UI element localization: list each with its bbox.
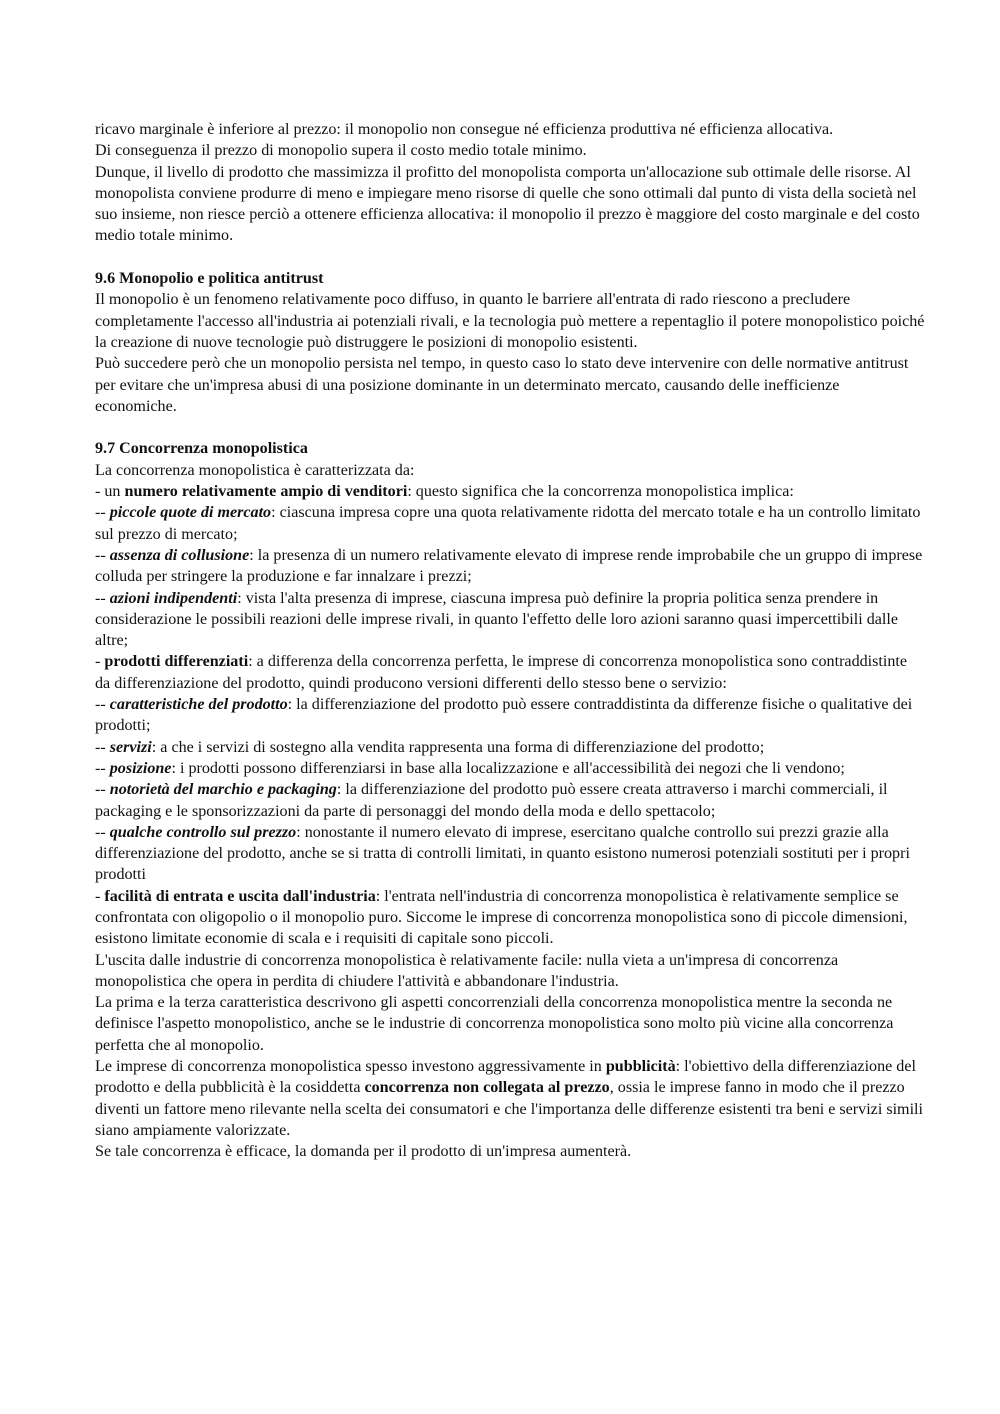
list-item-term: qualche controllo sul prezzo bbox=[109, 823, 297, 841]
list-item-text: : l'entrata nell'industria di concorrenza monopolistica è relativamente semplice se confrontata con oligopolio o il monopolio puro. Siccome le imprese di concorrenza monopolistica sono di piccole dimensioni, esistono limitate economie di scala e i requisiti di capitale sono piccoli. bbox=[95, 887, 908, 948]
list-item-term: numero relativamente ampio di venditori bbox=[124, 483, 408, 501]
section-heading: 9.7 Concorrenza monopolistica bbox=[95, 440, 308, 458]
list-item-prefix: - bbox=[95, 653, 105, 671]
section-heading: 9.6 Monopolio e politica antitrust bbox=[95, 270, 324, 288]
list-item bbox=[95, 651, 925, 694]
list-item-term: azioni indipendenti bbox=[109, 589, 238, 607]
paragraph: La concorrenza monopolistica è caratterizzata da: bbox=[95, 461, 415, 479]
list-item-text: : la presenza di un numero relativamente elevato di imprese rende improbabile che un gruppo di imprese colluda per stringere la produzione e far innalzare i prezzi; bbox=[95, 546, 923, 586]
list-item-text: : a differenza della concorrenza perfetta, le imprese di concorrenza monopolistica sono contraddistinte da differenziazione del prodotto, quindi producono versioni differenti dello stesso bene o servizio: bbox=[95, 653, 908, 692]
section-9-6 bbox=[95, 268, 925, 417]
document-page bbox=[95, 119, 925, 1163]
paragraph: ricavo marginale è inferiore al prezzo: il monopolio non consegue né efficienza produttiva né efficienza allocativa. bbox=[95, 121, 834, 138]
paragraph: L'uscita dalle industrie di concorrenza monopolistica è relativamente facile: nulla vieta a un'impresa di concorrenza monopolistica che opera in perdita di chiudere l'attività e abbandonare l'industria. bbox=[95, 951, 839, 990]
list-item-text: : la differenziazione del prodotto può essere creata attraverso i marchi commerciali, il packaging e le sponsorizzazioni da parte di personaggi del mondo della moda e dello spettacolo; bbox=[95, 781, 888, 820]
paragraph: Il monopolio è un fenomeno relativamente poco diffuso, in quanto le barriere all'entrata di rado riescono a precludere completamente l'accesso all'industria ai potenziali rivali, e la tecnologia può mettere a repentaglio il potere monopolistico poiché la creazione di nuove tecnologie può distruggere le posizioni di monopolio esistenti. bbox=[95, 291, 925, 351]
list-item-term: facilità di entrata e uscita dall'industria bbox=[104, 887, 376, 905]
list-item bbox=[95, 502, 925, 545]
list-item-prefix: -- bbox=[95, 781, 110, 799]
list-item-term: notorietà del marchio e packaging bbox=[109, 781, 337, 799]
paragraph: Dunque, il livello di prodotto che massimizza il profitto del monopolista comporta un'allocazione sub ottimale delle risorse. Al monopolista conviene produrre di meno e impiegare meno risorse di quelle che sono ottimali dal punto di vista della società nel suo insieme, non riesce perciò a ottenere efficienza allocativa: il monopolio il prezzo è maggiore del costo marginale e del costo medio totale minimo. bbox=[95, 163, 920, 245]
list-item-prefix: - bbox=[95, 887, 105, 905]
list-item bbox=[95, 694, 925, 737]
list-item bbox=[95, 545, 925, 588]
list-item bbox=[95, 737, 925, 758]
paragraph: Di conseguenza il prezzo di monopolio supera il costo medio totale minimo. bbox=[95, 142, 587, 160]
bold-term: concorrenza non collegata al prezzo bbox=[364, 1079, 610, 1097]
list-item-term: posizione bbox=[109, 759, 172, 777]
list-item-prefix: -- bbox=[95, 823, 110, 841]
list-item-text: : vista l'alta presenza di imprese, ciascuna impresa può definire la propria politica senza prendere in considerazione le possibili reazioni delle imprese rivali, in quanto l'effetto delle loro azioni saranno quasi impercettibili dalle altre; bbox=[95, 589, 899, 650]
list-item bbox=[95, 588, 925, 652]
list-item-prefix: -- bbox=[95, 696, 110, 714]
text-run: : l'obiettivo della differenziazione del prodotto e della pubblicità è la cosiddetta bbox=[95, 1058, 916, 1097]
characteristics-list bbox=[95, 481, 925, 950]
list-item-text: : ciascuna impresa copre una quota relativamente ridotta del mercato totale e ha un controllo limitato sul prezzo di mercato; bbox=[95, 504, 921, 543]
list-item-term: caratteristiche del prodotto bbox=[109, 696, 288, 714]
list-item-text: : i prodotti possono differenziarsi in base alla localizzazione e all'accessibilità dei negozi che li vendono; bbox=[171, 759, 845, 777]
paragraph: Può succedere però che un monopolio persista nel tempo, in questo caso lo stato deve intervenire con delle normative antitrust per evitare che un'impresa abusi di una posizione dominante in un determinato mercato, causando delle inefficienze economiche. bbox=[95, 355, 909, 415]
list-item-text: : la differenziazione del prodotto può essere contraddistinta da differenze fisiche o qualitative dei prodotti; bbox=[95, 696, 913, 735]
list-item-term: servizi bbox=[109, 738, 152, 756]
section-9-7 bbox=[95, 438, 925, 1162]
list-item-term: assenza di collusione bbox=[109, 546, 250, 564]
list-item bbox=[95, 886, 925, 950]
text-run: , ossia le imprese fanno in modo che il prezzo diventi un fattore meno rilevante nella scelta dei consumatori e che l'importanza delle differenze esistenti tra beni e servizi simili siano ampiamente valorizzate. bbox=[95, 1079, 923, 1139]
list-item-prefix: - un bbox=[95, 483, 125, 501]
list-item-text: : a che i servizi di sostegno alla vendita rappresenta una forma di differenziazione del prodotto; bbox=[151, 738, 765, 756]
list-item-term: piccole quote di mercato bbox=[109, 504, 272, 522]
paragraph bbox=[95, 1056, 925, 1141]
list-item-text: : questo significa che la concorrenza monopolistica implica: bbox=[407, 483, 794, 501]
list-item-prefix: -- bbox=[95, 589, 110, 607]
list-item-term: prodotti differenziati bbox=[104, 653, 249, 671]
paragraph: Se tale concorrenza è efficace, la domanda per il prodotto di un'impresa aumenterà. bbox=[95, 1143, 632, 1161]
list-item bbox=[95, 822, 925, 886]
list-item bbox=[95, 758, 925, 779]
list-item-prefix: -- bbox=[95, 759, 110, 777]
list-item-text: : nonostante il numero elevato di imprese, esercitano qualche controllo sui prezzi grazie alla differenziazione del prodotto, anche se si tratta di controlli limitati, in quanto esistono numerosi potenziali sostituti per i propri prodotti bbox=[95, 823, 910, 884]
list-item-prefix: -- bbox=[95, 738, 110, 756]
bold-term: pubblicità bbox=[605, 1058, 676, 1076]
list-item bbox=[95, 779, 925, 822]
list-item bbox=[95, 481, 925, 502]
intro-block bbox=[95, 119, 925, 247]
list-item-prefix: -- bbox=[95, 546, 110, 564]
paragraph: La prima e la terza caratteristica descrivono gli aspetti concorrenziali della concorrenza monopolistica mentre la seconda ne definisce l'aspetto monopolistico, anche se le industrie di concorrenza monopolistica sono molto più vicine alla concorrenza perfetta che al monopolio. bbox=[95, 994, 894, 1054]
list-item-prefix: -- bbox=[95, 504, 110, 522]
text-run: Le imprese di concorrenza monopolistica spesso investono aggressivamente in bbox=[95, 1058, 606, 1076]
